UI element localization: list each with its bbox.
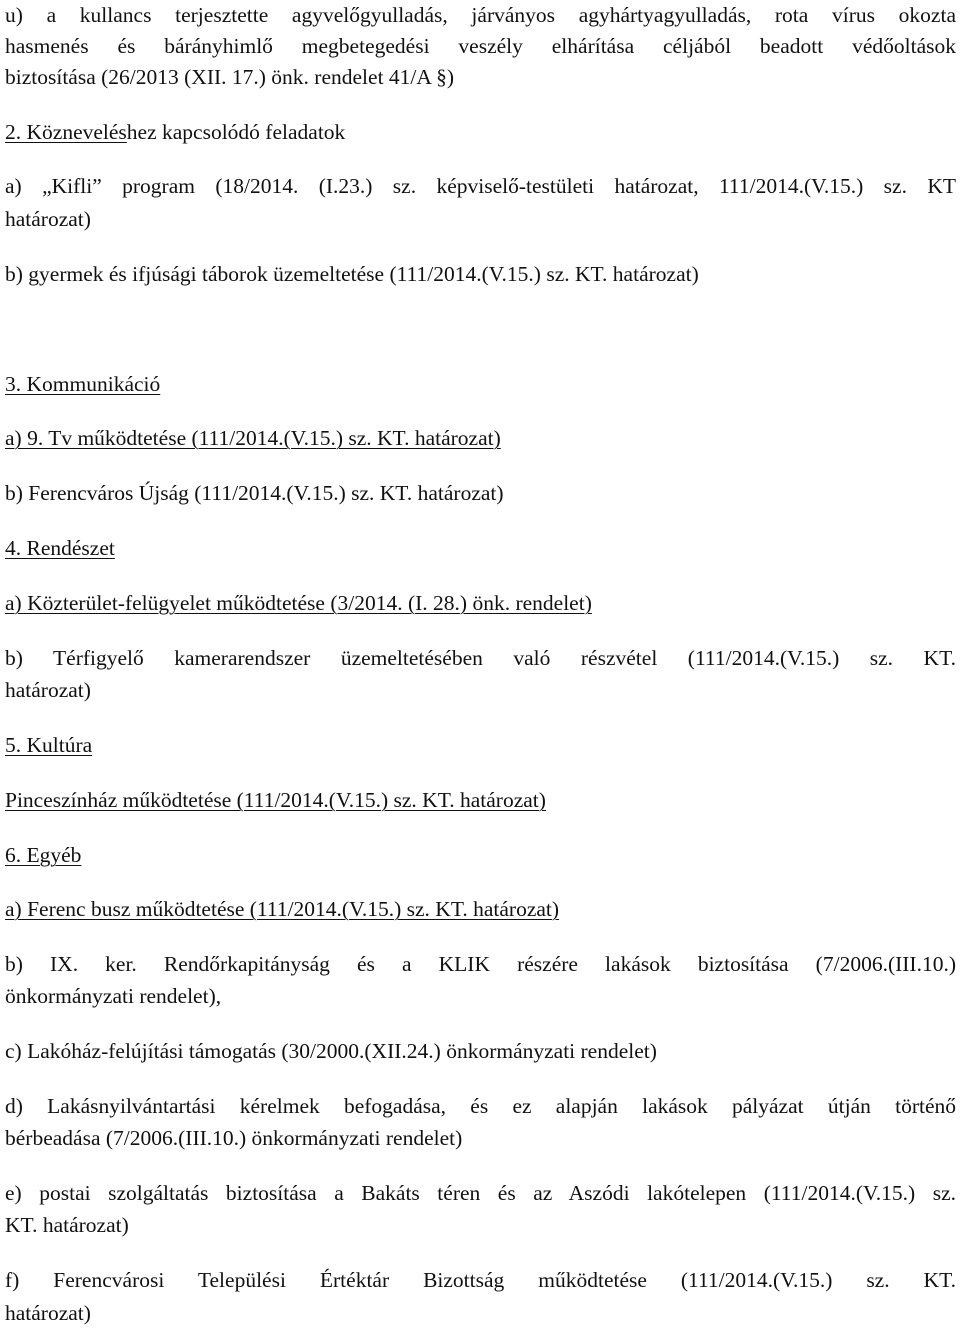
item-6b-line-1: b) IX. ker. Rendőrkapitányság és a KLIK részére lakások biztosítása (7/2006.(III.10.)	[5, 952, 956, 976]
section-4-heading-text: 4. Rendészet	[5, 536, 115, 560]
item-6c: c) Lakóház-felújítási támogatás (30/2000.(XII.24.) önkormányzati rendelet)	[5, 1039, 657, 1063]
section-5-heading-text: 5. Kultúra	[5, 733, 93, 757]
section-2-heading-underlined: 2. Köznevelés	[5, 120, 127, 144]
section-2-heading-rest: hez kapcsolódó feladatok	[126, 120, 346, 144]
item-u-line-3: biztosítása (26/2013 (XII. 17.) önk. rendelet 41/A §)	[5, 65, 455, 89]
item-4a	[5, 588, 956, 618]
item-3b: b) Ferencváros Újság (111/2014.(V.15.) sz. KT. határozat)	[5, 481, 504, 505]
section-2-heading	[5, 117, 956, 147]
item-6f-line-1: f) Ferencvárosi Települési Értéktár Bizottság működtetése (111/2014.(V.15.) sz. KT.	[5, 1268, 956, 1292]
section-6-heading-text: 6. Egyéb	[5, 843, 82, 867]
section-3-heading	[5, 369, 956, 399]
item-6e-line-1: e) postai szolgáltatás biztosítása a Bakáts téren és az Aszódi lakótelepen (111/2014.(V.15.) sz.	[5, 1181, 956, 1205]
item-4b-line-1: b) Térfigyelő kamerarendszer üzemeltetésében való részvétel (111/2014.(V.15.) sz. KT.	[5, 646, 956, 670]
item-2a-line-2: határozat)	[5, 207, 91, 231]
item-6d-line-2: bérbeadása (7/2006.(III.10.) önkormányzati rendelet)	[5, 1126, 463, 1150]
section-6-heading	[5, 840, 956, 870]
item-6f-line-2: határozat)	[5, 1301, 91, 1325]
item-5-text: Pinceszínház működtetése (111/2014.(V.15.) sz. KT. határozat)	[5, 788, 546, 812]
section-5-heading	[5, 730, 956, 760]
item-4a-text: a) Közterület-felügyelet működtetése (3/2014. (I. 28.) önk. rendelet)	[5, 591, 592, 615]
item-2b: b) gyermek és ifjúsági táborok üzemeltetése (111/2014.(V.15.) sz. KT. határozat)	[5, 262, 699, 286]
item-6b-line-2: önkormányzati rendelet),	[5, 984, 222, 1008]
section-3-heading-text: 3. Kommunikáció	[5, 372, 161, 396]
item-6e-line-2: KT. határozat)	[5, 1213, 129, 1237]
item-5	[5, 785, 956, 815]
item-u-line-2: hasmenés és bárányhimlő megbetegedési veszély elhárítása céljából beadott védőoltások	[5, 34, 956, 58]
item-6d-line-1: d) Lakásnyilvántartási kérelmek befogadása, és ez alapján lakások pályázat útján történő	[5, 1094, 956, 1118]
item-3a-text: a) 9. Tv működtetése (111/2014.(V.15.) sz. KT. határozat)	[5, 426, 501, 450]
item-6a	[5, 894, 956, 924]
item-3a	[5, 423, 956, 453]
item-u-line-1: u) a kullancs terjesztette agyvelőgyulladás, járványos agyhártyagyulladás, rota vírus okozta	[5, 3, 956, 27]
item-6a-text: a) Ferenc busz működtetése (111/2014.(V.15.) sz. KT. határozat)	[5, 897, 560, 921]
item-2a-line-1: a) „Kifli” program (18/2014. (I.23.) sz. képviselő-testületi határozat, 111/2014.(V.15.) sz. KT	[5, 174, 956, 198]
item-4b-line-2: határozat)	[5, 678, 91, 702]
section-4-heading	[5, 533, 956, 563]
